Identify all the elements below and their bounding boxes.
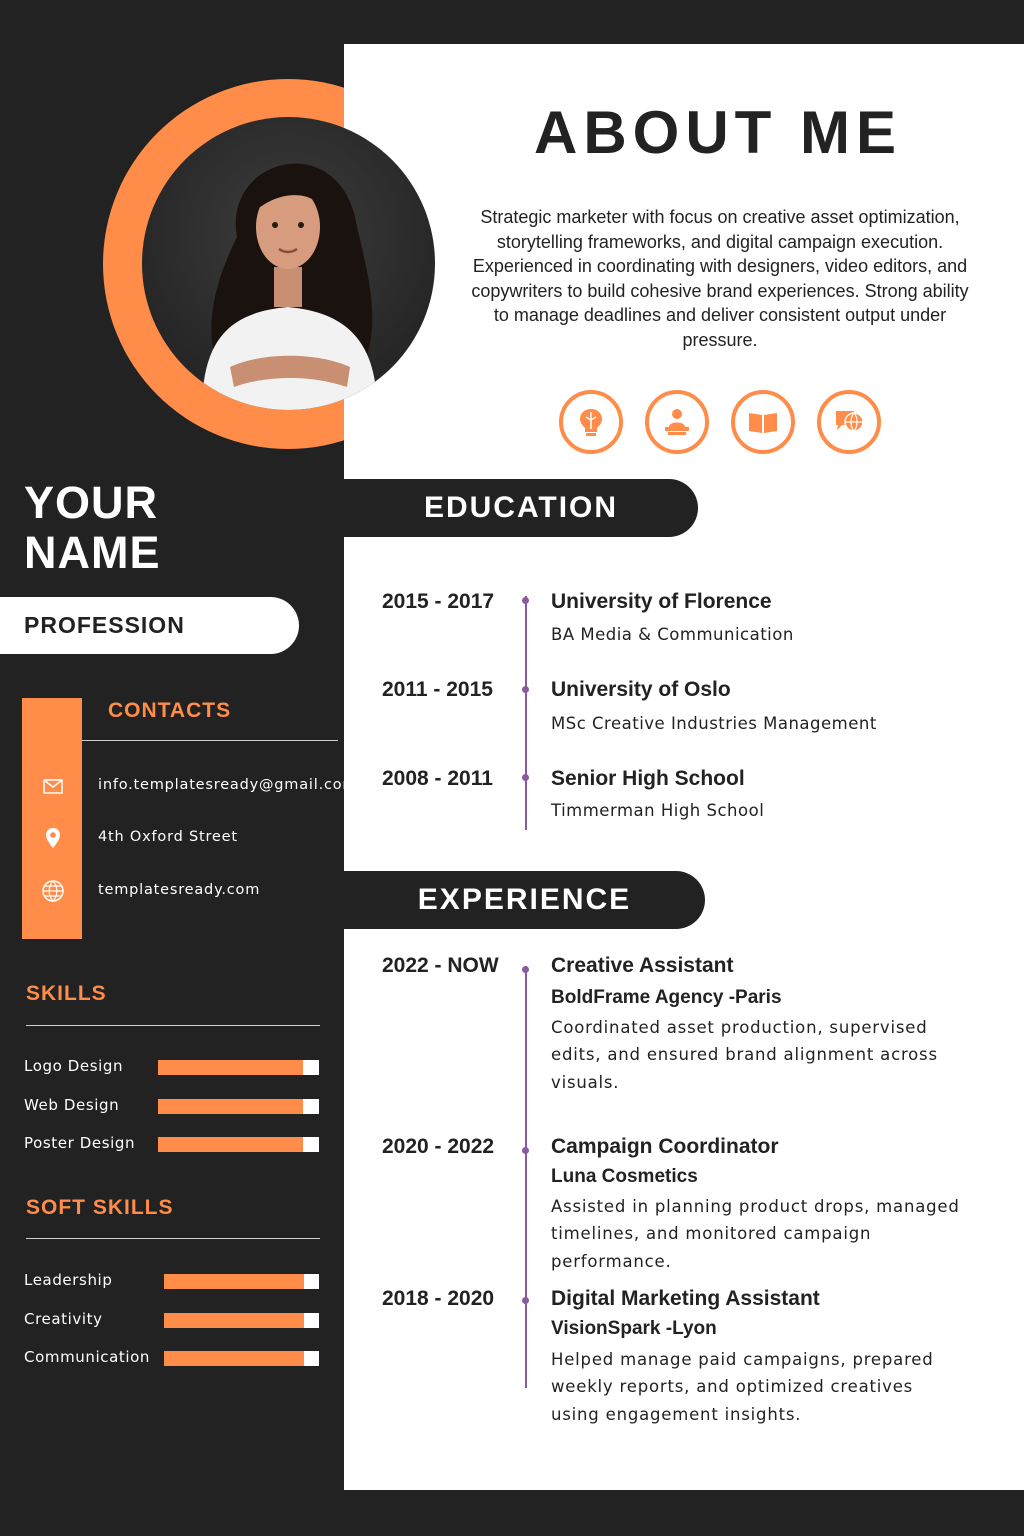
edu-years: 2015 - 2017 — [382, 590, 495, 613]
skill-level-bar — [164, 1351, 319, 1366]
exp-role: Campaign Coordinator — [551, 1135, 779, 1158]
timeline-dot — [522, 1147, 529, 1154]
skill-label: Logo Design — [24, 1057, 124, 1075]
exp-company: BoldFrame Agency -Paris — [551, 987, 782, 1008]
skill-label: Leadership — [24, 1271, 113, 1289]
timeline-dot — [522, 774, 529, 781]
about-text: Strategic marketer with focus on creative asset optimization, storytelling frameworks, and digital campaign execution. Experienced in coordinating with designers, video editors, and copywriters to build cohesive brand experiences. Strong ability to manage deadlines and deliver consistent output under pressure. — [471, 207, 969, 350]
skill-level-bar — [158, 1137, 319, 1152]
mail-icon — [39, 772, 67, 800]
portrait-illustration — [142, 117, 435, 410]
exp-years: 2022 - NOW — [382, 954, 499, 977]
experience-header — [344, 871, 705, 929]
experience-title: EXPERIENCE — [417, 883, 632, 916]
profile-photo — [142, 117, 435, 410]
profession-label: PROFESSION — [24, 612, 185, 638]
experience-timeline — [525, 966, 527, 1388]
edu-years: 2008 - 2011 — [382, 767, 493, 790]
edu-school: Senior High School — [551, 767, 745, 790]
brain-bulb-icon — [559, 390, 623, 454]
soft-skills-divider — [26, 1238, 320, 1239]
skill-label: Communication — [24, 1348, 151, 1366]
name-heading — [24, 478, 324, 578]
contacts-title: CONTACTS — [108, 699, 232, 722]
skill-level-bar — [158, 1099, 319, 1114]
contact-email[interactable]: info.templatesready@gmail.com — [98, 777, 358, 793]
skill-label: Poster Design — [24, 1134, 136, 1152]
presenter-icon — [645, 390, 709, 454]
contact-website[interactable]: templatesready.com — [98, 882, 261, 898]
open-book-icon — [731, 390, 795, 454]
chat-globe-icon — [817, 390, 881, 454]
education-header — [344, 479, 698, 537]
exp-years: 2020 - 2022 — [382, 1135, 495, 1158]
exp-years: 2018 - 2020 — [382, 1287, 495, 1310]
exp-description: Assisted in planning product drops, managed timelines, and monitored campaign performance. — [551, 1197, 960, 1271]
about-icon-row — [559, 390, 881, 454]
name-line-2: NAME — [24, 527, 161, 578]
skill-level-fill — [164, 1313, 304, 1328]
skill-level-fill — [164, 1351, 304, 1366]
skill-level-bar — [164, 1274, 319, 1289]
exp-role: Creative Assistant — [551, 954, 734, 977]
skill-label: Creativity — [24, 1309, 103, 1328]
globe-icon — [39, 877, 67, 905]
timeline-dot — [522, 1297, 529, 1304]
timeline-dot — [522, 597, 529, 604]
skills-title: SKILLS — [26, 982, 107, 1005]
soft-skills-title: SOFT SKILLS — [26, 1196, 174, 1219]
exp-description: Helped manage paid campaigns, prepared weekly reports, and optimized creatives using engagement insights. — [551, 1350, 934, 1424]
exp-company: VisionSpark -Lyon — [551, 1318, 717, 1339]
skill-level-fill — [158, 1060, 303, 1075]
contact-address: 4th Oxford Street — [98, 829, 238, 845]
skill-level-fill — [158, 1099, 303, 1114]
edu-years: 2011 - 2015 — [382, 678, 493, 701]
profession-pill — [0, 597, 299, 654]
edu-degree: BA Media & Communication — [551, 625, 794, 644]
exp-company: Luna Cosmetics — [551, 1166, 698, 1187]
edu-degree: MSc Creative Industries Management — [551, 714, 877, 733]
skill-level-fill — [164, 1274, 304, 1289]
name-line-1: YOUR — [24, 477, 159, 528]
skill-level-fill — [158, 1137, 303, 1152]
edu-degree: Timmerman High School — [551, 801, 765, 820]
location-pin-icon — [39, 824, 67, 852]
skills-divider — [26, 1025, 320, 1026]
contacts-divider — [82, 740, 338, 741]
timeline-dot — [522, 686, 529, 693]
education-timeline — [525, 596, 527, 830]
exp-role: Digital Marketing Assistant — [551, 1287, 820, 1310]
skill-level-bar — [164, 1313, 319, 1328]
edu-school: University of Florence — [551, 590, 772, 613]
timeline-dot — [522, 966, 529, 973]
education-title: EDUCATION — [423, 491, 619, 524]
exp-description: Coordinated asset production, supervised edits, and ensured brand alignment across visuals. — [551, 1018, 938, 1092]
skill-level-bar — [158, 1060, 319, 1075]
about-title: ABOUT ME — [534, 99, 902, 166]
edu-school: University of Oslo — [551, 678, 731, 701]
skill-label: Web Design — [24, 1095, 120, 1114]
